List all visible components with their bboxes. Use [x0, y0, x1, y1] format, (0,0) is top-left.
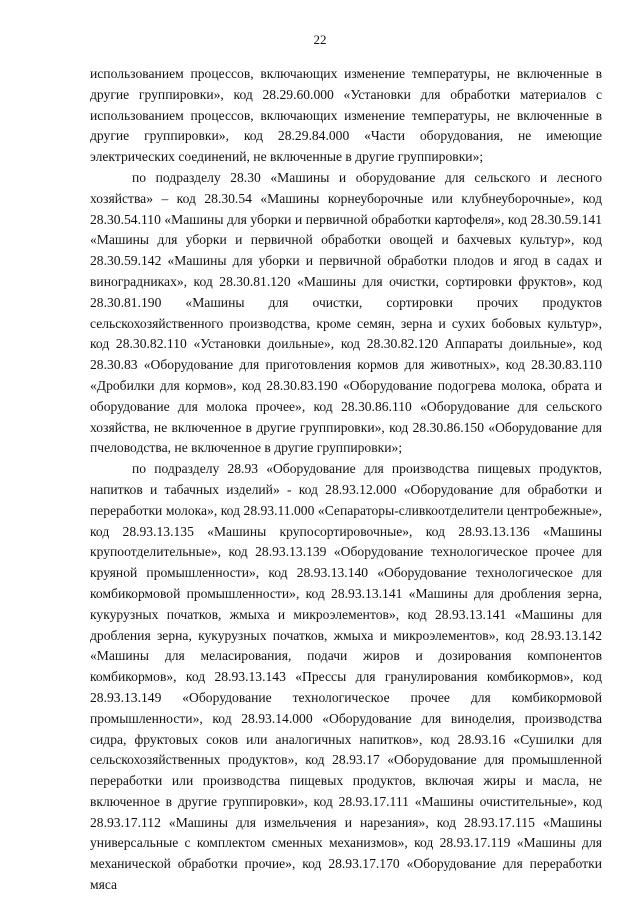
- document-body: [90, 64, 602, 896]
- paragraph-subsection-28-93: по подразделу 28.93 «Оборудование для производства пищевых продуктов, напитков и табачных изделий» - код 28.93.12.000 «Оборудование для обработки и переработки молока», код 28.93.11.000 «Сепараторы-сливкоотделители центробежные», код 28.93.13.135 «Машины крупосортировочные», код 28.93.13.136 «Машины крупоотделительные», код 28.93.13.139 «Оборудование технологическое прочее для круяной промышленности», код 28.93.13.140 «Оборудование технологическое для комбикормовой промышленности», код 28.93.13.141 «Машины для дробления зерна, кукурузных початков, жмыха и микроэлементов», код 28.93.13.141 «Машины для дробления зерна, кукурузных початков, жмыха и микроэлементов», код 28.93.13.142 «Машины для меласирования, подачи жиров и дозирования компонентов комбикормов», код 28.93.13.143 «Прессы для гранулирования комбикормов», код 28.93.13.149 «Оборудование технологическое прочее для комбикормовой промышленности», код 28.93.14.000 «Оборудование для виноделия, производства сидра, фруктовых соков или аналогичных напитков», код 28.93.16 «Сушилки для сельскохозяйственных продуктов», код 28.93.17 «Оборудование для промышленной переработки или производства пищевых продуктов, включая жиры и масла, не включенное в другие группировки», код 28.93.17.111 «Машины очистительные», код 28.93.17.112 «Машины для измельчения и нарезания», код 28.93.17.115 «Машины универсальные с комплектом сменных механизмов», код 28.93.17.119 «Машины для механической обработки прочие», код 28.93.17.170 «Оборудование для переработки мяса: [90, 461, 602, 893]
- paragraph-continuation: использованием процессов, включающих изменение температуры, не включенные в другие группировки», код 28.29.60.000 «Установки для обработки материалов с использованием процессов, включающих изменение температуры, не включенные в другие группировки», код 28.29.84.000 «Части оборудования, не имеющие электрических соединений, не включенные в другие группировки»;: [90, 66, 602, 165]
- page-number: 22: [313, 32, 327, 47]
- paragraph-subsection-28-30: по подразделу 28.30 «Машины и оборудование для сельского и лесного хозяйства» – код 28.30.54 «Машины корнеуборочные или клубнеуборочные», код 28.30.54.110 «Машины для уборки и первичной обработки картофеля», код 28.30.59.141 «Машины для уборки и первичной обработки овощей и бахчевых культур», код 28.30.59.142 «Машины для уборки и первичной обработки плодов и ягод в садах и виноградниках», код 28.30.81.120 «Машины для очистки, сортировки фруктов», код 28.30.81.190 «Машины для очистки, сортировки прочих продуктов сельскохозяйственного производства, кроме семян, зерна и сухих бобовых культур», код 28.30.82.110 «Установки доильные», код 28.30.82.120 Аппараты доильные», код 28.30.83 «Оборудование для приготовления кормов для животных», код 28.30.83.110 «Дробилки для кормов», код 28.30.83.190 «Оборудование подогрева молока, обрата и оборудование для молока прочее», код 28.30.86.110 «Оборудование для сельского хозяйства, не включенное в другие группировки», код 28.30.86.150 «Оборудование для пчеловодства, не включенное в другие группировки»;: [90, 169, 602, 456]
